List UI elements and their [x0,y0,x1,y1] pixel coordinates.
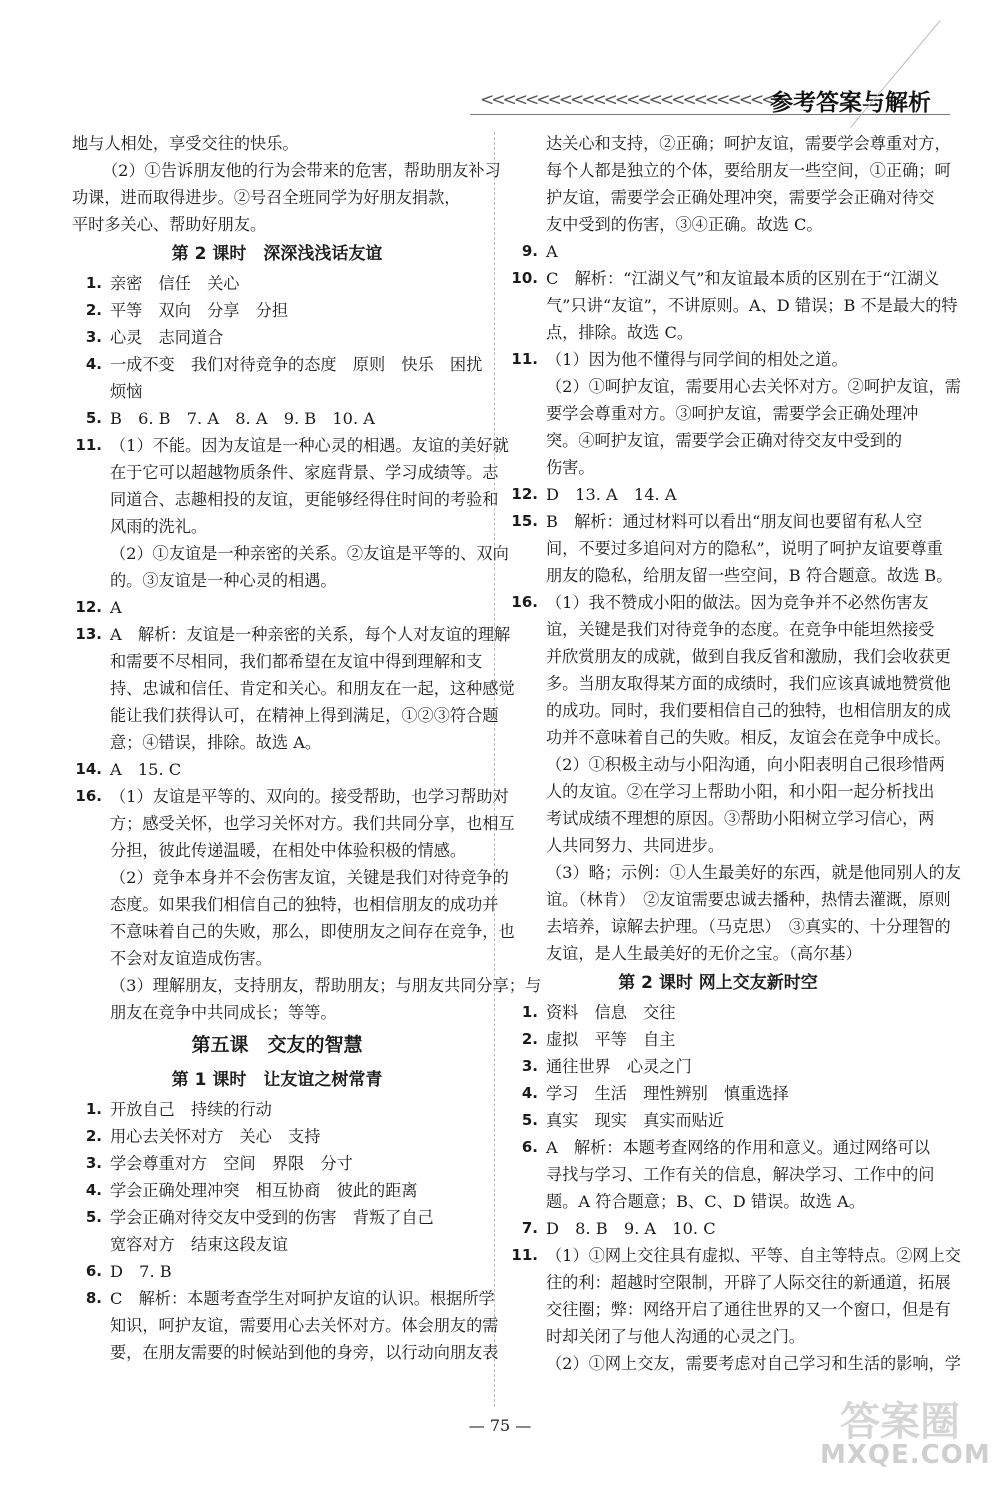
answer-item: 4. 学习 生活 理性辨别 慎重选择 [521,1084,789,1103]
answer-item: 14. A 15. C [75,760,182,779]
text-line: （3）略；示例：①人生最美好的东西，就是他同别人的友 [546,863,961,882]
text-line: 间，不要过多追问对方的隐私”，说明了呵护友谊要尊重 [546,539,943,558]
text-line: 意；④错误，排除。故选 A。 [110,733,322,752]
text-line: 去培养，谅解去护理。（马克思） ③真实的、十分理智的 [546,917,951,936]
watermark-site: MXQE.COM [820,1440,991,1470]
answer-item: 6. A 解析：本题考查网络的作用和意义。通过网络可以 [521,1138,931,1157]
watermark [820,1390,990,1480]
text-line: （2）①积极主动与小阳沟通，向小阳表明自己很珍惜两 [546,755,945,774]
answer-item: 2. 用心去关怀对方 关心 支持 [85,1127,321,1146]
answer-item: 11. （1）①网上交往具有虚拟、平等、自主等特点。②网上交 [511,1246,961,1265]
answer-item: 6. D 7. B [85,1262,172,1281]
header-rule [470,114,950,115]
chapter-heading: 第五课 交友的智慧 [191,1034,363,1056]
section-heading: 第 2 课时 深深浅浅话友谊 [171,244,383,264]
answer-item: 15. B 解析：通过材料可以看出“朋友间也要留有私人空 [511,512,923,531]
text-line: 时却关闭了与他人沟通的心灵之门。 [546,1327,805,1346]
text-line: 谊，关键是我们对待竞争的态度。在竞争中能坦然接受 [546,620,935,639]
answer-item: 12. D 13. A 14. A [511,485,677,504]
text-line: 烦恼 [110,382,143,401]
text-line: （3）理解朋友，支持朋友，帮助朋友；与朋友共同分享；与 [110,976,542,995]
text-line: 和需要不尽相同，我们都希望在友谊中得到理解和支 [110,652,483,671]
text-line: 地与人相处，享受交往的快乐。 [72,134,299,153]
text-line: 的。③友谊是一种心灵的相遇。 [110,571,337,590]
text-line: 人共同努力、共同进步。 [546,836,725,855]
text-line: 朋友在竞争中共同成长；等等。 [110,1003,337,1022]
text-line: 寻找与学习、工作有关的信息，解决学习、工作中的问 [546,1165,935,1184]
text-line: 交往圈；弊：网络开启了通往世界的又一个窗口，但是有 [546,1300,951,1319]
text-line: 平时多关心、帮助好朋友。 [72,215,267,234]
answer-item: 16. （1）我不赞成小阳的做法。因为竞争并不必然伤害友 [511,593,929,612]
answer-item: 10. C 解析：“江湖义气”和友谊最本质的区别在于“江湖义 [511,269,940,288]
text-line: （2）①网上交友，需要考虑对自己学习和生活的影响，学 [546,1354,961,1373]
answer-item: 1. 开放自己 持续的行动 [85,1100,272,1119]
text-line: 分担，彼此传递温暖，在相处中体验积极的情感。 [110,841,467,860]
text-line: 态度。如果我们相信自己的独特，也相信朋友的成功并 [110,895,499,914]
text-line: 在于它可以超越物质条件、家庭背景、学习成绩等。志 [110,463,499,482]
text-line: 要学会尊重对方。③呵护友谊，需要学会正确处理冲 [546,404,919,423]
answer-item: 5. 学会正确对待交友中受到的伤害 背叛了自己 [85,1208,434,1227]
text-line: 友谊，是人生最美好的无价之宝。（高尔基） [546,944,862,963]
chevron-decoration-icon: <<<<<<<<<<<<<<<<<<<<<<<<<<< [480,90,784,110]
text-line: 每个人都是独立的个体，要给朋友一些空间，①正确；呵 [546,161,951,180]
answer-item: 11. （1）因为他不懂得与同学间的相处之道。 [511,350,848,369]
column-divider [494,132,495,1407]
text-line: 并欣赏朋友的成就，做到自我反省和激励，我们会收获更 [546,647,951,666]
header-title: 参考答案与解析 [770,90,931,116]
text-line: 持、忠诚和信任、肯定和关心。和朋友在一起，这种感觉 [110,679,515,698]
text-line: （2）竞争本身并不会伤害友谊，关键是我们对待竞争的 [110,868,509,887]
text-line: 气”只讲“友谊”，不讲原则。A、D 错误；B 不是最大的特 [546,296,958,315]
text-line: 要，在朋友需要的时候站到他的身旁，以行动向朋友表 [110,1343,499,1362]
answer-item: 16. （1）友谊是平等的、双向的。接受帮助，也学习帮助对 [75,787,509,806]
answer-item: 9. A [521,242,558,261]
text-line: 朋友的隐私，给朋友留一些空间，B 符合题意。故选 B。 [546,566,953,585]
text-line: 题。A 符合题意；B、C、D 错误。故选 A。 [546,1192,865,1211]
answer-item: 13. A 解析：友谊是一种亲密的关系，每个人对友谊的理解 [75,625,511,644]
text-line: 的成功。同时，我们要相信自己的独特，也相信朋友的成 [546,701,951,720]
page-number: — 75 — [468,1416,532,1435]
section-heading: 第 1 课时 让友谊之树常青 [171,1070,383,1090]
answer-item: 4. 学会正确处理冲突 相互协商 彼此的距离 [85,1181,418,1200]
answer-item: 1. 亲密 信任 关心 [85,274,240,293]
text-line: 人的友谊。②在学习上帮助小阳，和小阳一起分析找出 [546,782,935,801]
answer-item: 2. 平等 双向 分享 分担 [85,301,289,320]
text-line: （2）①友谊是一种亲密的关系。②友谊是平等的、双向 [110,544,509,563]
text-line: 功并不意味着自己的失败。相反，友谊会在竞争中成长。 [546,728,951,747]
text-line: 风雨的洗礼。 [110,517,208,536]
text-line: 护友谊，需要学会正确处理冲突，需要学会正确对待交 [546,188,935,207]
text-line: 友中受到的伤害，③④正确。故选 C。 [546,215,823,234]
text-line: 往的利：超越时空限制，开辟了人际交往的新通道，拓展 [546,1273,951,1292]
text-line: （2）①呵护友谊，需要用心去关怀对方。②呵护友谊，需 [546,377,961,396]
text-line: 同道合、志趣相投的友谊，更能够经得住时间的考验和 [110,490,499,509]
answer-item: 11. （1）不能。因为友谊是一种心灵的相遇。友谊的美好就 [75,436,509,455]
answer-item: 1. 资料 信息 交往 [521,1003,676,1022]
text-line: 突。④呵护友谊，需要学会正确对待交友中受到的 [546,431,903,450]
answer-item: 3. 学会尊重对方 空间 界限 分寸 [85,1154,353,1173]
text-line: 不意味着自己的失败，那么，即使朋友之间存在竞争，也 [110,922,515,941]
text-line: 方；感受关怀，也学习关怀对方。我们共同分享，也相互 [110,814,515,833]
answer-item: 3. 心灵 志同道合 [85,328,224,347]
text-line: 能让我们获得认可，在精神上得到满足，①②③符合题 [110,706,499,725]
text-line: 多。当朋友取得某方面的成绩时，我们应该真诚地赞赏他 [546,674,951,693]
right-column [508,130,961,1377]
text-line: 谊。（林肯） ②友谊需要忠诚去播种，热情去灌溉，原则 [546,890,951,909]
text-line: 宽容对方 结束这段友谊 [110,1235,289,1254]
running-header [430,80,940,120]
watermark-logo-icon: 答案圈 [840,1399,960,1445]
answer-item: 3. 通往世界 心灵之门 [521,1057,692,1076]
answer-item: 12. A [75,598,122,617]
text-line: （2）①告诉朋友他的行为会带来的危害，帮助朋友补习 [102,161,501,180]
answer-item: 5. 真实 现实 真实而贴近 [521,1111,725,1130]
text-line: 达关心和支持，②正确；呵护友谊，需要学会尊重对方， [546,134,951,153]
text-line: 考试成绩不理想的原因。③帮助小阳树立学习信心，两 [546,809,935,828]
section-heading: 第 2 课时 网上交友新时空 [618,973,818,993]
answer-item: 8. C 解析：本题考查学生对呵护友谊的认识。根据所学 [85,1289,495,1308]
text-line: 伤害。 [546,458,595,477]
answer-item: 5. B 6. B 7. A 8. A 9. B 10. A [85,409,375,428]
text-line: 不会对友谊造成伤害。 [110,949,272,968]
text-line: 点，排除。故选 C。 [546,323,694,342]
text-line: 功课，进而取得进步。②号召全班同学为好朋友捐款， [72,188,461,207]
answer-item: 2. 虚拟 平等 自主 [521,1030,676,1049]
answer-item: 7. D 8. B 9. A 10. C [521,1219,716,1238]
text-line: 知识，呵护友谊，需要用心去关怀对方。体会朋友的需 [110,1316,499,1335]
answer-item: 4. 一成不变 我们对待竞争的态度 原则 快乐 困扰 [85,355,483,374]
